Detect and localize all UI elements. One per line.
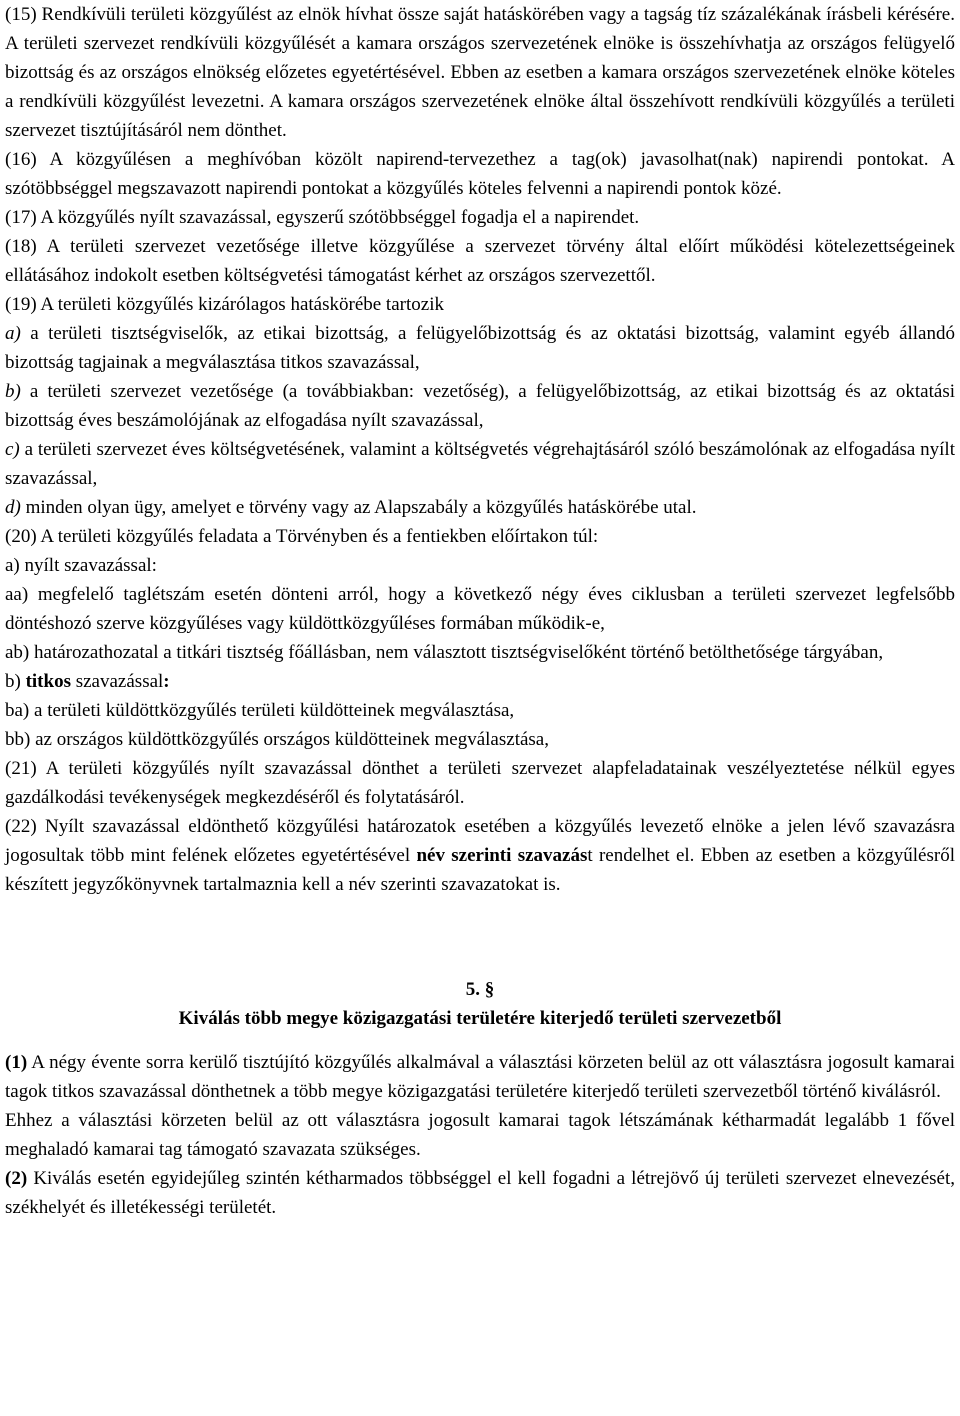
text-run: (16) A közgyűlésen a meghívóban közölt napirend-tervezethez a tag(ok) javasolhat(nak) napirendi pontokat. A szótöbbséggel megszavazott napirendi pontokat a közgyűlés köteles felvenni a napirendi pontok közé. [5,149,955,199]
section-title: Kiválás több megye közigazgatási területére kiterjedő területi szervezetből [178,1008,782,1029]
paragraph-s1 [5,1048,955,1106]
paragraph-p20 [5,522,955,551]
section-5-body [5,1048,955,1222]
heading-spacer [5,1033,955,1048]
text-run: a) [5,323,21,344]
text-run: (19) A területi közgyűlés kizárólagos hatáskörébe tartozik [5,294,444,315]
section-number: 5. § [465,979,495,1000]
document-page [5,0,955,1222]
text-run: név szerinti szavazás [416,845,588,866]
paragraph-p18 [5,232,955,290]
text-run: (17) A közgyűlés nyílt szavazással, egyszerű szótöbbséggel fogadja el a napirendet. [5,207,640,228]
text-run: a területi szervezet vezetősége (a továbbiakban: vezetőség), a felügyelőbizottság, az etikai bizottság és az oktatási bizottság éves beszámolójának az elfogadása nyílt szavazással, [5,381,955,431]
text-run: (21) A területi közgyűlés nyílt szavazással dönthet a területi szervezet alapfeladatainak veszélyeztetése nélkül egyes gazdálkodási tevékenységek megkezdéséről és folytatásáról. [5,758,955,808]
text-run: Ehhez a választási körzeten belül az ott választásra jogosult kamarai tagok létszámának kétharmadát legalább 1 fővel meghaladó kamarai tag támogató szavazata szükséges. [5,1110,955,1160]
text-run: szavazással [70,671,164,692]
paragraph-s2 [5,1164,955,1222]
paragraph-p16 [5,145,955,203]
paragraph-p15 [5,0,955,145]
paragraph-p20b [5,667,955,696]
text-run: bb) az országos küldöttközgyűlés országos küldötteinek megválasztása, [5,729,549,750]
paragraph-p19d [5,493,955,522]
text-run: (22) Nyílt szavazással eldönthető közgyűlési határozatok esetében a közgyűlés levezető elnöke a jelen lévő szavazásra jogosultak több mint felének előzetes egyetértésével [5,816,955,866]
paragraph-p20ba [5,696,955,725]
text-run: A négy éventе sorra kerülő tisztújító közgyűlés alkalmával a választási körzeten belül az ott választásra jogosult kamarai tagok titkos szavazással dönthetnek a több megye közigazgatási területére kiterjedő területi szervezetből történő kiválásról. [5,1052,955,1102]
section-spacer [5,899,955,975]
text-run: titkos [25,671,71,692]
text-run: ba) a területi küldöttközgyűlés területi küldötteinek megválasztása, [5,700,515,721]
text-run: a) nyílt szavazással: [5,555,157,576]
paragraph-p20ab [5,638,955,667]
paragraph-p19b [5,377,955,435]
text-run: : [163,671,170,692]
paragraph-s1b [5,1106,955,1164]
text-run: b) [5,671,26,692]
text-run: minden olyan ügy, amelyet e törvény vagy az Alapszabály a közgyűlés hatáskörébe utal. [20,497,697,518]
paragraph-p19 [5,290,955,319]
paragraph-p19a [5,319,955,377]
text-run: a területi tisztségviselők, az etikai bizottság, a felügyelőbizottság és az oktatási bizottság, valamint egyéb állandó bizottság tagjainak a megválasztása titkos szavazással, [5,323,955,373]
text-run: b) [5,381,21,402]
text-run: (18) A területi szervezet vezetősége illetve közgyűlése a szervezet törvény által előírt működési kötelezettségeinek ellátásához indokolt esetben költségvetési támogatást kérhet az országos szervezettől. [5,236,955,286]
text-run: (20) A területi közgyűlés feladata a Törvényben és a fentiekben előírtakon túl: [5,526,599,547]
text-run: (1) [5,1052,28,1073]
paragraph-p20bb [5,725,955,754]
paragraph-p17 [5,203,955,232]
paragraph-p20aa [5,580,955,638]
paragraph-p21 [5,754,955,812]
text-run: (2) [5,1168,28,1189]
text-run: c) [5,439,20,460]
text-run: aa) megfelelő taglétszám esetén dönteni arról, hogy a következő négy éves ciklusban a területi szervezet legfelsőbb döntéshozó szerve közgyűléses vagy küldöttközgyűléses formában működik-e, [5,584,955,634]
text-run: (15) Rendkívüli területi közgyűlést az elnök hívhat össze saját hatáskörében vagy a tagság tíz százalékának írásbeli kérésére. A területi szervezet rendkívüli közgyűlését a kamara országos szervezetének elnöke is összehívhatja az országos felügyelő bizottság és az országos elnökség előzetes egyetértésével. Ebben az esetben a kamara országos szervezetének elnöke köteles a rendkívüli közgyűlést levezetni. A kamara országos szervezetének elnöke által összehívott rendkívüli közgyűlés a területi szervezet tisztújításáról nem dönthet. [5,4,955,141]
text-run: a területi szervezet éves költségvetésének, valamint a költségvetés végrehajtásáról szóló beszámolónak az elfogadása nyílt szavazással, [5,439,955,489]
section-4-continuation [5,0,955,899]
text-run: Kiválás esetén egyidejűleg szintén kétharmados többséggel el kell fogadni a létrejövő új területi szervezet elnevezését, székhelyét és illetékességi területét. [5,1168,955,1218]
paragraph-p20a [5,551,955,580]
paragraph-p19c [5,435,955,493]
text-run: t rendelhet el. Ebben az esetben a közgyűlésről készített jegyzőkönyvnek tartalmaznia kell a név szerinti szavazatokat is. [5,845,955,895]
paragraph-p22 [5,812,955,899]
text-run: ab) határozathozatal a titkári tisztség főállásban, nem választott tisztségviselőként történő betölthetősége tárgyában, [5,642,884,663]
text-run: d) [5,497,21,518]
